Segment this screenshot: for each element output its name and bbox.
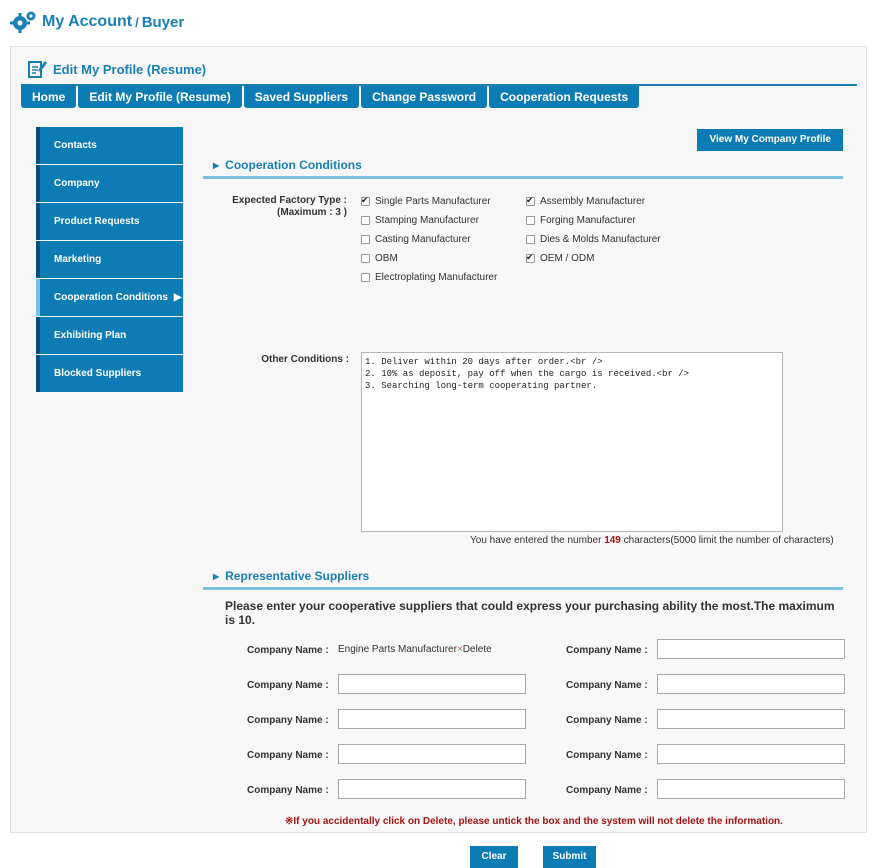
company-name-input[interactable] xyxy=(657,709,845,729)
company-name-label: Company Name : xyxy=(247,785,329,796)
checkbox-box[interactable] xyxy=(361,235,370,244)
checkbox-dies-molds[interactable]: Dies & Molds Manufacturer xyxy=(526,234,661,245)
sidebar-item-label: Contacts xyxy=(54,140,97,151)
character-count: 149 xyxy=(604,535,621,546)
company-name-value: Engine Parts Manufacturer × Delete xyxy=(338,644,492,655)
checkbox-box[interactable] xyxy=(526,216,535,225)
character-counter: You have entered the number 149 characters(5000 limit the number of characters) xyxy=(470,535,834,546)
tab-bar xyxy=(21,86,641,108)
company-name-label: Company Name : xyxy=(566,785,648,796)
page-header xyxy=(10,10,184,34)
sidebar-item-label: Blocked Suppliers xyxy=(54,368,142,379)
checkbox-box[interactable] xyxy=(361,197,370,206)
checkbox-forging[interactable]: Forging Manufacturer xyxy=(526,215,636,226)
cooperation-section-header xyxy=(203,156,843,179)
profile-panel xyxy=(10,46,867,862)
sidebar-item-label: Product Requests xyxy=(54,216,140,227)
section-underline xyxy=(203,587,843,590)
panel-title-text: Edit My Profile (Resume) xyxy=(53,61,207,77)
sidebar-item-cooperation-conditions[interactable] xyxy=(36,279,183,316)
company-name-label: Company Name : xyxy=(566,680,648,691)
sidebar-item-product-requests[interactable] xyxy=(36,203,183,240)
factory-type-label: Expected Factory Type : (Maximum : 3 ) xyxy=(232,195,347,218)
submit-button[interactable]: Submit xyxy=(543,846,596,868)
sidebar-item-exhibiting-plan[interactable] xyxy=(36,317,183,354)
checkbox-box[interactable] xyxy=(526,235,535,244)
checkbox-obm[interactable]: OBM xyxy=(361,253,398,264)
company-name-input[interactable] xyxy=(657,639,845,659)
company-name-input[interactable] xyxy=(657,744,845,764)
sidebar-item-contacts[interactable] xyxy=(36,127,183,164)
sidebar-item-label: Cooperation Conditions xyxy=(54,292,168,303)
company-name-input[interactable] xyxy=(657,674,845,694)
checkbox-electroplating[interactable]: Electroplating Manufacturer xyxy=(361,272,497,283)
company-name-label: Company Name : xyxy=(247,680,329,691)
company-name-label: Company Name : xyxy=(566,715,648,726)
checkbox-box[interactable] xyxy=(526,254,535,263)
panel-title xyxy=(27,59,206,79)
other-conditions-textarea[interactable]: 1. Deliver within 20 days after order.<br /> 2. 10% as deposit, pay off when the cargo is received.<br /> 3. Searching long-term cooperating partner. xyxy=(361,352,783,532)
representative-intro: Please enter your cooperative suppliers that could express your purchasing ability the most.The maximum is 10. xyxy=(225,599,835,627)
active-arrow-icon: ▶ xyxy=(173,292,182,303)
company-name-label: Company Name : xyxy=(566,645,648,656)
gears-icon xyxy=(10,10,38,34)
sidebar xyxy=(36,127,183,393)
sidebar-item-blocked-suppliers[interactable] xyxy=(36,355,183,392)
sidebar-item-label: Exhibiting Plan xyxy=(54,330,127,341)
checkbox-single-parts[interactable]: ✔ Single Parts Manufacturer xyxy=(361,196,491,207)
representative-title: Representative Suppliers xyxy=(225,569,370,583)
company-name-input[interactable] xyxy=(338,709,526,729)
cooperation-title: Cooperation Conditions xyxy=(225,158,362,172)
delete-link[interactable]: Delete xyxy=(462,644,492,655)
checkbox-oem-odm[interactable]: ✔ OEM / ODM xyxy=(526,253,594,264)
sidebar-item-label: Marketing xyxy=(54,254,102,265)
clear-button[interactable]: Clear xyxy=(470,846,518,868)
tab-edit-profile[interactable]: Edit My Profile (Resume) xyxy=(78,86,241,108)
company-name-label: Company Name : xyxy=(247,645,329,656)
account-role: Buyer xyxy=(141,13,185,31)
company-name-input[interactable] xyxy=(338,674,526,694)
checkbox-stamping[interactable]: Stamping Manufacturer xyxy=(361,215,479,226)
company-name-label: Company Name : xyxy=(247,715,329,726)
sidebar-item-label: Company xyxy=(54,178,100,189)
delete-x-icon[interactable]: × xyxy=(456,644,463,655)
tab-cooperation-requests[interactable]: Cooperation Requests xyxy=(489,86,639,108)
company-name-input[interactable] xyxy=(338,779,526,799)
title-separator: / xyxy=(135,14,139,30)
sidebar-item-company[interactable] xyxy=(36,165,183,202)
company-name-label: Company Name : xyxy=(247,750,329,761)
checkbox-assembly[interactable]: ✔ Assembly Manufacturer xyxy=(526,196,645,207)
delete-warning-note: ※If you accidentally click on Delete, please untick the box and the system will not delete the information. xyxy=(285,816,783,827)
company-name-input[interactable] xyxy=(657,779,845,799)
checkbox-box[interactable] xyxy=(361,273,370,282)
representative-section-header xyxy=(203,567,843,590)
company-name-input[interactable] xyxy=(338,744,526,764)
main-content xyxy=(203,127,845,862)
checkbox-box[interactable] xyxy=(361,216,370,225)
checkbox-box[interactable] xyxy=(361,254,370,263)
tab-saved-suppliers[interactable]: Saved Suppliers xyxy=(244,86,359,108)
tab-home[interactable]: Home xyxy=(21,86,76,108)
triangle-right-icon: ▶ xyxy=(213,160,220,170)
checkbox-box[interactable] xyxy=(526,197,535,206)
edit-document-icon xyxy=(27,59,47,79)
sidebar-item-marketing[interactable] xyxy=(36,241,183,278)
other-conditions-label: Other Conditions : xyxy=(261,354,349,365)
account-title: My Account xyxy=(42,13,133,30)
company-name-label: Company Name : xyxy=(566,750,648,761)
checkbox-casting[interactable]: Casting Manufacturer xyxy=(361,234,471,245)
view-company-profile-button[interactable]: View My Company Profile xyxy=(697,129,843,151)
section-underline xyxy=(203,176,843,179)
tab-change-password[interactable]: Change Password xyxy=(361,86,487,108)
triangle-right-icon: ▶ xyxy=(213,571,220,581)
